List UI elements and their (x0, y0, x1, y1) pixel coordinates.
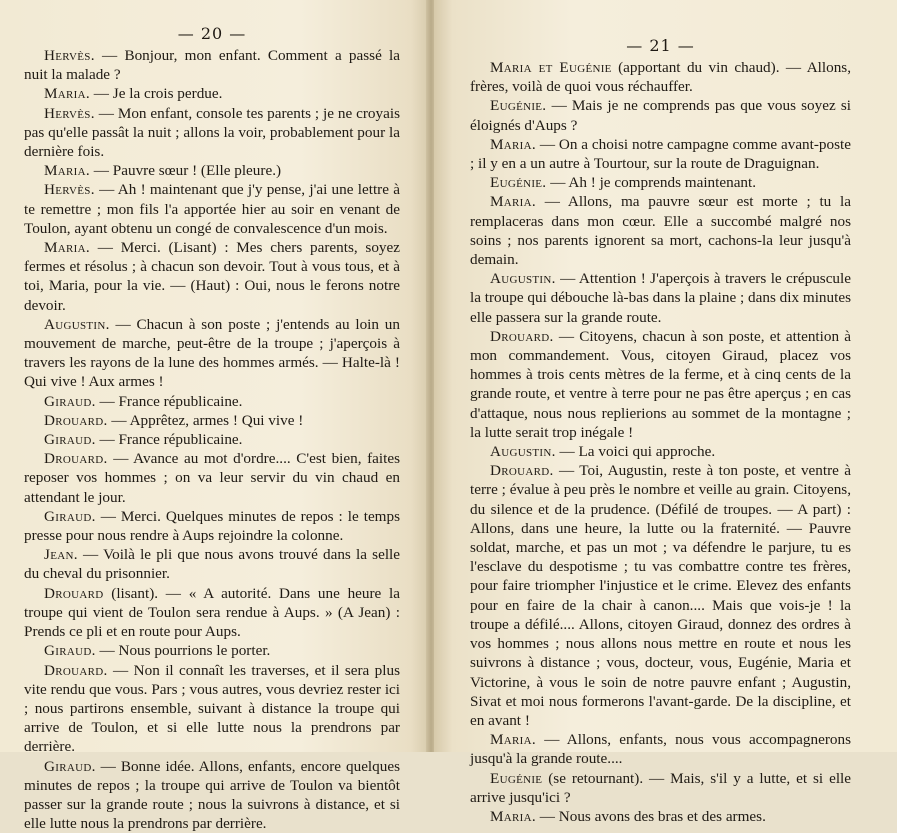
speaker-name: Drouard (44, 584, 104, 602)
speaker-name: Eugénie. (490, 174, 547, 192)
dialogue-text: — Merci. Quelques minutes de repos : le temps presse pour nous rendre à Aups rejoindre la colonne. (24, 507, 400, 545)
page-number: — 20 — (177, 24, 247, 43)
dialogue-text: — On a choisi notre campagne comme avant-poste ; il y en a un autre à Tourtour, sur la route de Draguignan. (470, 135, 851, 173)
dialogue-line (470, 442, 851, 461)
speaker-name: Giraud. (44, 642, 96, 660)
dialogue-line (24, 757, 400, 833)
speaker-name: Hervès. (44, 104, 95, 122)
speaker-name: Maria. (490, 807, 536, 825)
dialogue-text: — Allons, ma pauvre sœur est morte ; tu la remplaceras dans mon cœur. Elle a succombé malgré nos soins ; nos parents ignorent sa mort, cachons-la leur jusqu'à demain. (470, 193, 851, 269)
dialogue-line (470, 769, 851, 807)
dialogue-line (470, 192, 851, 269)
dialogue-text: — Allons, enfants, nous vous accompagnerons jusqu'à la grande route.... (470, 731, 851, 768)
dialogue-text: — Attention ! J'aperçois à travers le crépuscule la troupe qui débouche là-bas dans la plaine ; dans dix minutes elle passera sur la grande route. (470, 270, 851, 326)
dialogue-line (470, 269, 851, 327)
dialogue-line (24, 104, 400, 162)
dialogue-text: — Chacun à son poste ; j'entends au loin un mouvement de marche, peut-être de la troupe ; j'aperçois à travers les rayons de la lune des hommes armés. — Halte-là ! Qui vive ! Aux armes ! (24, 315, 400, 391)
dialogue-text: — La voici qui approche. (555, 443, 716, 461)
right-page (434, 0, 897, 825)
speaker-name: Drouard. (44, 411, 108, 429)
speaker-name: Maria. (44, 162, 90, 180)
speaker-name: Drouard. (44, 661, 108, 679)
dialogue-line (24, 449, 400, 507)
dialogue-text: — Pauvre sœur ! (Elle pleure.) (90, 162, 282, 180)
dialogue-text: — Avance au mot d'ordre.... C'est bien, faites reposer vos hommes ; on va leur servir du vin chaud en attendant le jour. (24, 450, 400, 506)
dialogue-text: — Nous pourrions le porter. (95, 642, 271, 660)
dialogue-line (24, 315, 400, 392)
dialogue-text: — Je la crois perdue. (90, 85, 223, 103)
dialogue-text: — France républicaine. (95, 431, 243, 449)
speaker-name: Maria. (490, 193, 536, 211)
dialogue-text: (apportant du vin chaud). — Allons, frères, voilà de quoi vous réchauffer. (470, 59, 851, 96)
dialogue-line (24, 507, 400, 545)
dialogue-line (470, 730, 851, 768)
dialogue-line (470, 461, 851, 730)
speaker-name: Maria. (490, 135, 536, 153)
dialogue-line (24, 584, 400, 642)
dialogue-line (24, 161, 400, 180)
speaker-name: Maria. (490, 731, 536, 749)
dialogue-line (24, 430, 400, 449)
speaker-name: Maria. (44, 85, 90, 103)
speaker-name: Drouard. (44, 450, 108, 468)
dialogue-line (470, 807, 851, 826)
dialogue-line (24, 238, 400, 315)
dialogue-line (24, 641, 400, 660)
dialogue-line (470, 135, 851, 173)
dialogue-line (470, 58, 851, 96)
dialogue-line (24, 84, 400, 103)
dialogue-text: — Nous avons des bras et des armes. (536, 807, 766, 825)
dialogue-text: — Mon enfant, console tes parents ; je ne croyais pas qu'elle passât la nuit ; allons la voir, probablement pour la dernière fois. (24, 104, 400, 161)
dialogue-text: — Apprêtez, armes ! Qui vive ! (107, 411, 304, 429)
left-page (0, 0, 428, 833)
dialogue-line (24, 545, 400, 583)
dialogue-text: — Non il connaît les traverses, et il sera plus vite rendu que vous. Pars ; vous autres, vous devriez rester ici ; nous partirons ensemble, suivant à distance la troupe qui arrive de Toulon, et si elle lutte nous la prendrons par derrière. (24, 661, 400, 756)
speaker-name: Maria. (44, 239, 90, 257)
dialogue-text: — France républicaine. (95, 392, 243, 410)
dialogue-line (470, 327, 851, 442)
dialogue-text: — Ah ! maintenant que j'y pense, j'ai une lettre à te remettre ; mon fils l'a apportée hier au soir en venant de Toulon, ayant obtenu un congé de convalescence d'un mois. (24, 181, 400, 237)
dialogue-text: — Voilà le pli que nous avons trouvé dans la selle du cheval du prisonnier. (24, 546, 400, 583)
speaker-name: Giraud. (44, 392, 96, 410)
dialogue-text: — Toi, Augustin, reste à ton poste, et ventre à terre ; évalue à peu près le nombre et veille au grain. Citoyens, du silence et de la prudence. (Défilé de troupes. — A part) : Allons, dans une heure, la lutte ou la fraternité. — Pauvre soldat, marche, et pas un mot ; va défendre le parjure, tu es l'esclave du despotisme ; tu vas combattre contre tes frères, pour faire triompher l'injustice et le crime. Elevez des enfants pour en faire de la chair à canon.... Mais que vois-je ! la troupe a défilé.... Allons, citoyen Giraud, donnez des ordres à vos hommes ; nous allons nous mettre en route et nous les suivrons à distance ; vous, docteur, vous, Eugénie, Maria et Victorine, à vous le soin de notre pauvre enfant ; Augustin, Sivat et moi nous formerons l'avant-garde. De la discipline, et en avant ! (470, 462, 851, 729)
dialogue-line (24, 180, 400, 238)
speaker-name: Drouard. (490, 327, 554, 345)
speaker-name: Eugénie. (490, 97, 547, 115)
dialogue-text: — Mais je ne comprends pas que vous soyez si éloignés d'Aups ? (470, 97, 851, 134)
dialogue-text: — Bonjour, mon enfant. Comment a passé la nuit la malade ? (24, 47, 400, 84)
dialogue-text: — Bonne idée. Allons, enfants, encore quelques minutes de repos ; la troupe qui arrive de Toulon va bientôt passer sur la grande route ; nous la suivrons à distance, et si elle lutte nous la prendrons par derrière. (24, 757, 400, 833)
dialogue-text: (se retournant). — Mais, s'il y a lutte, et si elle arrive jusqu'ici ? (470, 769, 851, 806)
dialogue-text: — Ah ! je comprends maintenant. (546, 174, 757, 192)
speaker-name: Giraud. (44, 757, 96, 775)
speaker-name: Augustin. (490, 270, 556, 288)
dialogue-line (24, 411, 400, 430)
speaker-name: Augustin. (490, 443, 556, 461)
dialogue-line (470, 96, 851, 134)
page-number: — 21 — (626, 36, 695, 55)
page-text (470, 58, 851, 826)
page-text (24, 46, 400, 833)
speaker-name: Giraud. (44, 507, 96, 525)
dialogue-line (470, 173, 851, 192)
speaker-name: Jean. (44, 546, 78, 564)
dialogue-line (24, 661, 400, 757)
speaker-name: Drouard. (490, 462, 554, 480)
speaker-name: Giraud. (44, 431, 96, 449)
speaker-name: Augustin. (44, 315, 110, 333)
dialogue-line (24, 46, 400, 84)
speaker-name: Hervès. (44, 181, 95, 199)
speaker-name: Maria et Eugénie (490, 59, 612, 76)
speaker-name: Hervès. (44, 47, 95, 64)
dialogue-text: — Merci. (Lisant) : Mes chers parents, soyez fermes et résolus ; à chacun son devoir. Tout à vous tous, et à toi, Maria, pour la vie. — (Haut) : Oui, nous le ferons notre devoir. (24, 239, 400, 314)
dialogue-text: (lisant). — « A autorité. Dans une heure la troupe qui vient de Toulon sera rendue à Aups. » (A Jean) : Prends ce pli et en route pour Aups. (24, 584, 400, 641)
dialogue-text: — Citoyens, chacun à son poste, et attention à mon commandement. Vous, citoyen Giraud, placez vos hommes à trois cents mètres de la ferme, et à cinq cents de la grande route, et ventre à terre pour ne pas être aperçus ; en cas d'attaque, nous nous replierions au sommet de la montagne ; la lutte serait trop inégale ! (470, 327, 851, 441)
dialogue-line (24, 392, 400, 411)
speaker-name: Eugénie (490, 769, 543, 787)
